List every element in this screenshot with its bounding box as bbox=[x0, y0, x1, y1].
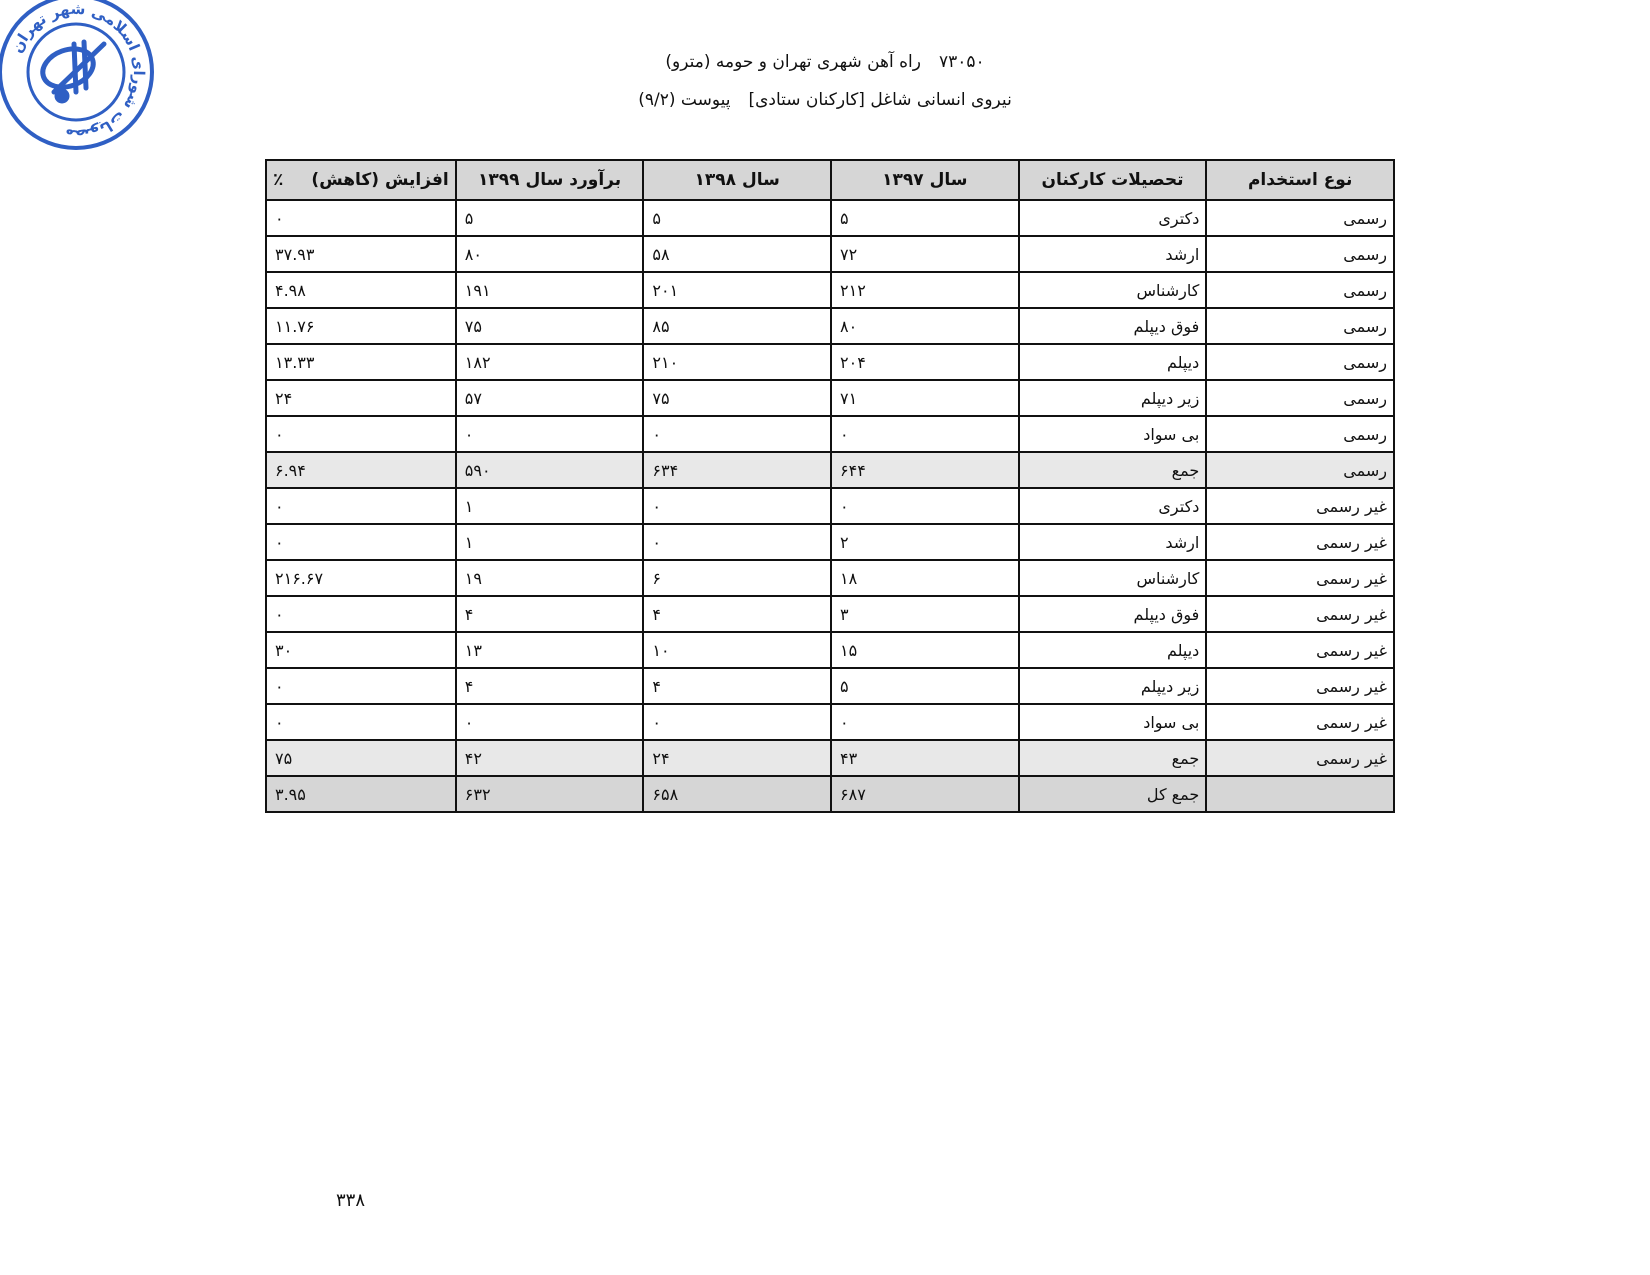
cell-education: بی سواد bbox=[1019, 704, 1207, 740]
table-row bbox=[266, 272, 1394, 308]
cell-employment-type: غیر رسمی bbox=[1206, 596, 1394, 632]
cell-change-percent: ۲۴ bbox=[266, 380, 456, 416]
document-code: ۷۳۰۵۰ bbox=[938, 52, 985, 72]
document-subtitle bbox=[0, 90, 1650, 110]
cell-employment-type: رسمی bbox=[1206, 308, 1394, 344]
cell-year-1397: ۷۱ bbox=[831, 380, 1019, 416]
cell-year-1397: ۳ bbox=[831, 596, 1019, 632]
table-row bbox=[266, 236, 1394, 272]
cell-estimate-1399: ۱ bbox=[456, 488, 644, 524]
cell-year-1398: ۰ bbox=[643, 524, 831, 560]
table-row bbox=[266, 380, 1394, 416]
cell-year-1397: ۵ bbox=[831, 668, 1019, 704]
cell-employment-type: غیر رسمی bbox=[1206, 488, 1394, 524]
header-change-label: افزایش (کاهش) bbox=[311, 170, 449, 190]
cell-year-1398: ۶۳۴ bbox=[643, 452, 831, 488]
header-percent-sign: ٪ bbox=[273, 170, 284, 190]
cell-education: زیر دیپلم bbox=[1019, 668, 1207, 704]
table-row bbox=[266, 632, 1394, 668]
cell-year-1398: ۵ bbox=[643, 200, 831, 236]
cell-year-1397: ۵ bbox=[831, 200, 1019, 236]
cell-employment-type: غیر رسمی bbox=[1206, 704, 1394, 740]
cell-employment-type bbox=[1206, 776, 1394, 812]
cell-year-1398: ۲۰۱ bbox=[643, 272, 831, 308]
cell-education: دیپلم bbox=[1019, 344, 1207, 380]
cell-education: فوق دیپلم bbox=[1019, 308, 1207, 344]
page-number: ۳۳۸ bbox=[336, 1190, 366, 1211]
header-education: تحصیلات کارکنان bbox=[1019, 160, 1207, 200]
staff-table bbox=[265, 159, 1395, 813]
grand-total-row bbox=[266, 776, 1394, 812]
cell-change-percent: ۲۱۶.۶۷ bbox=[266, 560, 456, 596]
cell-change-percent: ۰ bbox=[266, 704, 456, 740]
cell-estimate-1399: ۴۲ bbox=[456, 740, 644, 776]
cell-education: فوق دیپلم bbox=[1019, 596, 1207, 632]
table-header-row bbox=[266, 160, 1394, 200]
cell-estimate-1399: ۵ bbox=[456, 200, 644, 236]
cell-year-1397: ۰ bbox=[831, 704, 1019, 740]
cell-employment-type: رسمی bbox=[1206, 344, 1394, 380]
cell-year-1398: ۰ bbox=[643, 704, 831, 740]
cell-year-1398: ۶ bbox=[643, 560, 831, 596]
cell-year-1397: ۷۲ bbox=[831, 236, 1019, 272]
cell-estimate-1399: ۷۵ bbox=[456, 308, 644, 344]
cell-estimate-1399: ۱ bbox=[456, 524, 644, 560]
cell-education: جمع کل bbox=[1019, 776, 1207, 812]
cell-change-percent: ۷۵ bbox=[266, 740, 456, 776]
cell-estimate-1399: ۰ bbox=[456, 704, 644, 740]
cell-change-percent: ۰ bbox=[266, 668, 456, 704]
cell-year-1397: ۰ bbox=[831, 488, 1019, 524]
cell-employment-type: غیر رسمی bbox=[1206, 524, 1394, 560]
cell-year-1397: ۱۵ bbox=[831, 632, 1019, 668]
cell-year-1397: ۶۴۴ bbox=[831, 452, 1019, 488]
cell-education: دیپلم bbox=[1019, 632, 1207, 668]
cell-estimate-1399: ۵۷ bbox=[456, 380, 644, 416]
cell-employment-type: رسمی bbox=[1206, 416, 1394, 452]
cell-change-percent: ۰ bbox=[266, 524, 456, 560]
subtotal-row bbox=[266, 740, 1394, 776]
cell-year-1398: ۲۴ bbox=[643, 740, 831, 776]
cell-change-percent: ۴.۹۸ bbox=[266, 272, 456, 308]
header-change bbox=[266, 160, 456, 200]
cell-employment-type: غیر رسمی bbox=[1206, 668, 1394, 704]
table-row bbox=[266, 596, 1394, 632]
cell-year-1397: ۴۳ bbox=[831, 740, 1019, 776]
cell-employment-type: رسمی bbox=[1206, 380, 1394, 416]
header-year-1397: سال ۱۳۹۷ bbox=[831, 160, 1019, 200]
document-title bbox=[0, 52, 1650, 72]
council-seal-stamp bbox=[0, 0, 156, 152]
cell-year-1398: ۴ bbox=[643, 668, 831, 704]
header-estimate-1399: برآورد سال ۱۳۹۹ bbox=[456, 160, 644, 200]
cell-change-percent: ۳۷.۹۳ bbox=[266, 236, 456, 272]
cell-education: بی سواد bbox=[1019, 416, 1207, 452]
cell-change-percent: ۱۱.۷۶ bbox=[266, 308, 456, 344]
cell-change-percent: ۳.۹۵ bbox=[266, 776, 456, 812]
cell-education: کارشناس bbox=[1019, 272, 1207, 308]
cell-education: ارشد bbox=[1019, 524, 1207, 560]
table-row bbox=[266, 344, 1394, 380]
header-employment-type: نوع استخدام bbox=[1206, 160, 1394, 200]
cell-estimate-1399: ۴ bbox=[456, 596, 644, 632]
cell-year-1397: ۶۸۷ bbox=[831, 776, 1019, 812]
cell-employment-type: غیر رسمی bbox=[1206, 632, 1394, 668]
table-row bbox=[266, 524, 1394, 560]
cell-education: دکتری bbox=[1019, 488, 1207, 524]
cell-change-percent: ۰ bbox=[266, 596, 456, 632]
table-row bbox=[266, 200, 1394, 236]
table-row bbox=[266, 560, 1394, 596]
cell-change-percent: ۰ bbox=[266, 416, 456, 452]
cell-year-1398: ۲۱۰ bbox=[643, 344, 831, 380]
cell-change-percent: ۱۳.۳۳ bbox=[266, 344, 456, 380]
cell-year-1398: ۰ bbox=[643, 488, 831, 524]
cell-employment-type: رسمی bbox=[1206, 452, 1394, 488]
cell-year-1397: ۸۰ bbox=[831, 308, 1019, 344]
cell-employment-type: غیر رسمی bbox=[1206, 740, 1394, 776]
table-row bbox=[266, 668, 1394, 704]
cell-change-percent: ۶.۹۴ bbox=[266, 452, 456, 488]
cell-year-1397: ۲۰۴ bbox=[831, 344, 1019, 380]
cell-year-1398: ۸۵ bbox=[643, 308, 831, 344]
cell-education: کارشناس bbox=[1019, 560, 1207, 596]
cell-change-percent: ۰ bbox=[266, 200, 456, 236]
cell-employment-type: رسمی bbox=[1206, 200, 1394, 236]
subtotal-row bbox=[266, 452, 1394, 488]
cell-estimate-1399: ۱۹ bbox=[456, 560, 644, 596]
cell-year-1398: ۴ bbox=[643, 596, 831, 632]
cell-employment-type: رسمی bbox=[1206, 272, 1394, 308]
table-row bbox=[266, 416, 1394, 452]
cell-year-1397: ۲ bbox=[831, 524, 1019, 560]
attachment-label: پیوست (۹/۲) bbox=[638, 90, 731, 110]
cell-education: جمع bbox=[1019, 452, 1207, 488]
table-row bbox=[266, 488, 1394, 524]
cell-year-1397: ۲۱۲ bbox=[831, 272, 1019, 308]
cell-education: جمع bbox=[1019, 740, 1207, 776]
cell-year-1397: ۱۸ bbox=[831, 560, 1019, 596]
cell-estimate-1399: ۱۹۱ bbox=[456, 272, 644, 308]
cell-year-1398: ۱۰ bbox=[643, 632, 831, 668]
cell-education: ارشد bbox=[1019, 236, 1207, 272]
seal-text: مصوبات شورای اسلامی شهر تهران bbox=[7, 0, 149, 145]
subtitle-text: نیروی انسانی شاغل [کارکنان ستادی] bbox=[748, 90, 1012, 110]
cell-year-1398: ۶۵۸ bbox=[643, 776, 831, 812]
cell-employment-type: رسمی bbox=[1206, 236, 1394, 272]
table-body bbox=[266, 200, 1394, 812]
cell-estimate-1399: ۴ bbox=[456, 668, 644, 704]
cell-year-1397: ۰ bbox=[831, 416, 1019, 452]
table-row bbox=[266, 704, 1394, 740]
cell-employment-type: غیر رسمی bbox=[1206, 560, 1394, 596]
cell-change-percent: ۳۰ bbox=[266, 632, 456, 668]
cell-estimate-1399: ۱۳ bbox=[456, 632, 644, 668]
document-title-text: راه آهن شهری تهران و حومه (مترو) bbox=[665, 52, 921, 72]
cell-estimate-1399: ۸۰ bbox=[456, 236, 644, 272]
cell-estimate-1399: ۵۹۰ bbox=[456, 452, 644, 488]
cell-estimate-1399: ۱۸۲ bbox=[456, 344, 644, 380]
cell-estimate-1399: ۶۳۲ bbox=[456, 776, 644, 812]
header-year-1398: سال ۱۳۹۸ bbox=[643, 160, 831, 200]
cell-year-1398: ۷۵ bbox=[643, 380, 831, 416]
cell-year-1398: ۵۸ bbox=[643, 236, 831, 272]
cell-change-percent: ۰ bbox=[266, 488, 456, 524]
table-row bbox=[266, 308, 1394, 344]
cell-estimate-1399: ۰ bbox=[456, 416, 644, 452]
cell-education: دکتری bbox=[1019, 200, 1207, 236]
cell-year-1398: ۰ bbox=[643, 416, 831, 452]
cell-education: زیر دیپلم bbox=[1019, 380, 1207, 416]
